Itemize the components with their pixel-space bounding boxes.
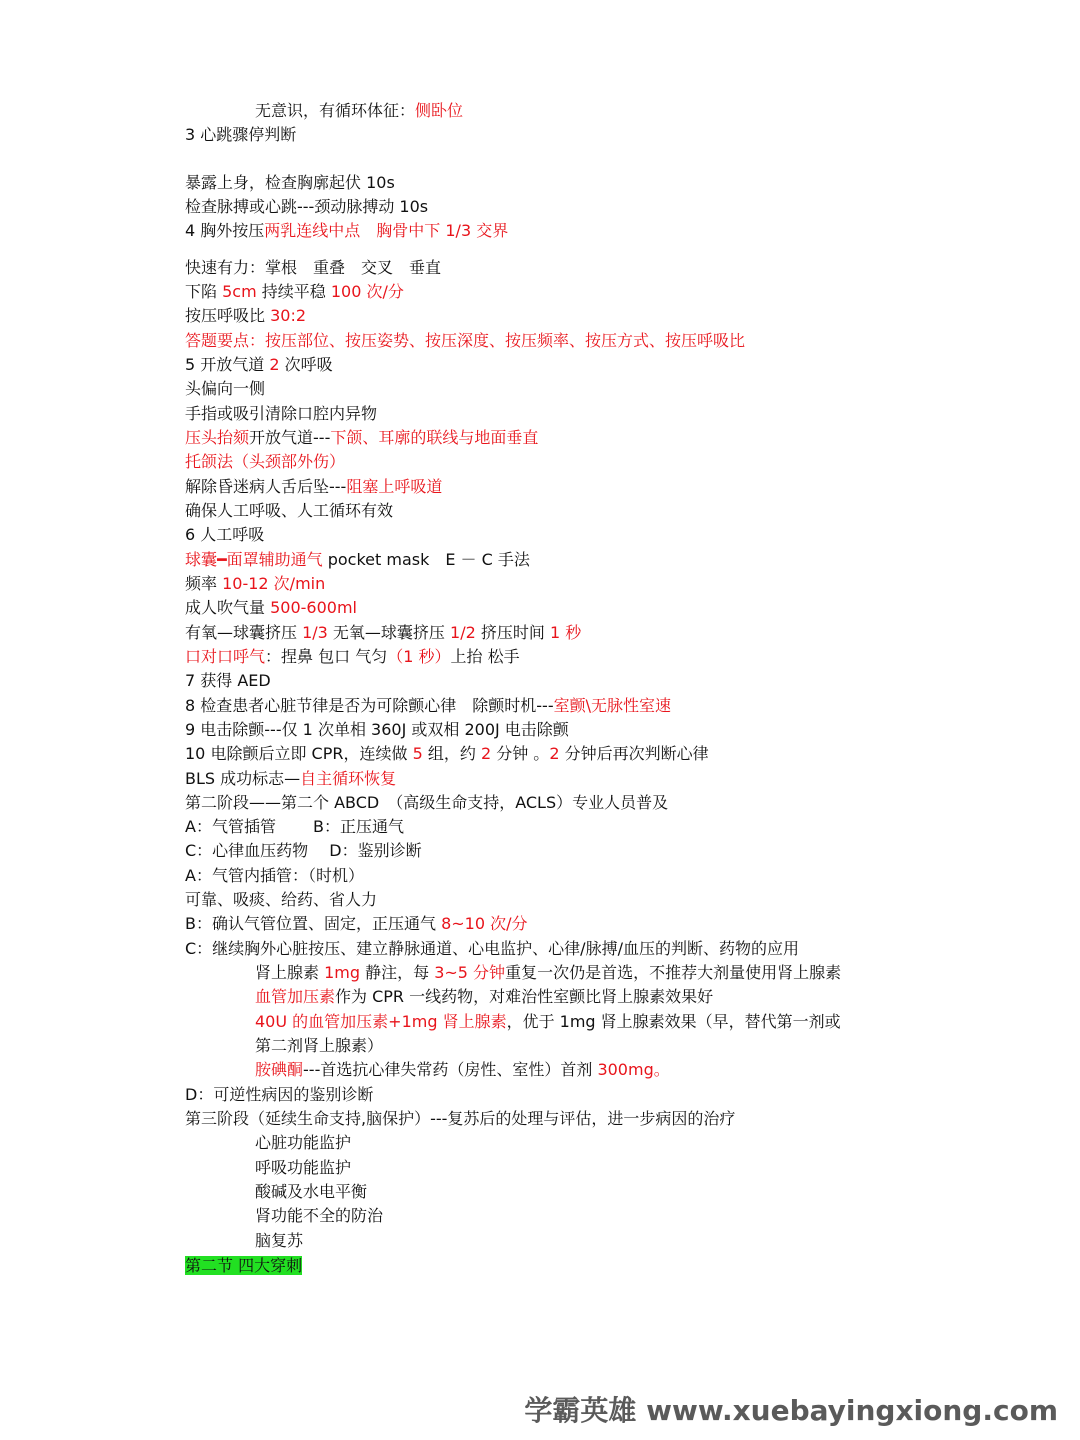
text-line [185,817,404,837]
emphasis-text: 答题要点：按压部位、按压姿势、按压深度、按压频率、按压方式、按压呼吸比 [185,331,746,350]
emphasis-text: 40U 的血管加压素+1mg 肾上腺素 [255,1012,507,1031]
body-text: 组，约 [422,744,481,763]
text-line [255,1206,383,1226]
body-text: B：确认气管位置、固定，正压通气 [185,914,442,933]
emphasis-text: 侧卧位 [415,101,464,120]
body-text: 下陷 [185,282,223,301]
text-line [185,623,581,643]
text-line [185,428,538,448]
body-text: 频率 [185,574,223,593]
text-line [185,598,357,618]
text-line [185,477,442,497]
text-line [185,306,306,326]
body-text: 持续平稳 [256,282,331,301]
emphasis-text: （1 秒） [387,647,451,666]
highlighted-heading: 第二节 四大穿刺 [185,1256,303,1275]
text-line [255,1182,367,1202]
text-line [185,331,745,351]
body-text: 确保人工呼吸、人工循环有效 [185,501,394,520]
emphasis-text: 口对口呼气 [185,647,266,666]
body-text: 脑复苏 [255,1231,304,1250]
body-text: 分钟后再次判断心律 [559,744,709,763]
body-text: ，优于 1mg 肾上腺素效果（早，替代第一剂或 [506,1012,841,1031]
text-line [185,452,345,472]
body-text: 10 电除颤后立即 CPR，连续做 [185,744,413,763]
text-line [255,1060,670,1080]
emphasis-text: 阻塞上呼吸道 [346,477,443,496]
body-text: 8 检查患者心脏节律是否为可除颤心律 除颤时机--- [185,696,554,715]
body-text: 暴露上身，检查胸廓起伏 10s [185,173,395,192]
body-text: 手指或吸引清除口腔内异物 [185,404,378,423]
text-line [185,793,668,813]
text-line [185,866,364,886]
text-line [185,574,325,594]
emphasis-text: 500-600ml [270,598,357,617]
body-text: 静注，每 [360,963,435,982]
body-text: 检查脉搏或心跳---颈动脉搏动 10s [185,197,429,216]
text-line [185,355,333,375]
emphasis-text: 10-12 次/min [222,574,326,593]
body-text: A：气管插管 B：正压通气 [185,817,405,836]
body-text: 心脏功能监护 [255,1133,352,1152]
text-line [185,379,265,399]
body-text: 3 心跳骤停判断 [185,125,297,144]
site-watermark: 学霸英雄 www.xuebayingxiong.com [524,1394,1058,1427]
body-text: 重复一次仍是首选，不推荐大剂量使用肾上腺素 [505,963,842,982]
body-text: 5 开放气道 [185,355,270,374]
body-text: D：可逆性病因的鉴别诊断 [185,1085,374,1104]
emphasis-text: 300mg。 [597,1060,670,1079]
text-line [185,550,530,570]
body-text: 7 获得 AED [185,671,271,690]
body-text: 开放气道--- [249,428,331,447]
emphasis-text: 8~10 次/分 [441,914,528,933]
body-text: A：气管内插管：（时机） [185,866,364,885]
body-text: 无意识，有循环体征： [255,101,416,120]
body-text: 酸碱及水电平衡 [255,1182,368,1201]
text-line [255,1133,351,1153]
text-line [185,890,377,910]
text-line [185,744,709,764]
emphasis-text: 5 [412,744,423,763]
text-line [185,282,404,302]
text-line [185,696,671,716]
text-line [185,125,296,145]
body-text: 按压呼吸比 [185,306,271,325]
text-line [185,221,508,241]
text-line [185,173,395,193]
body-text: 无氧—球囊挤压 [327,623,451,642]
emphasis-text: 30:2 [270,306,307,325]
body-text: 9 电击除颤---仅 1 次单相 360J 或双相 200J 电击除颤 [185,720,569,739]
emphasis-text: 下颌、耳廓的联线与地面垂直 [330,428,539,447]
text-line [255,101,463,121]
text-line [185,939,799,959]
body-text: 呼吸功能监护 [255,1158,352,1177]
text-line [255,987,713,1007]
emphasis-text: 3~5 分钟 [434,963,506,982]
text-line [185,1085,373,1105]
emphasis-text: 2 [480,744,492,763]
text-line [255,1231,303,1251]
body-text: 第三阶段（延续生命支持,脑保护）---复苏后的处理与评估，进一步病因的治疗 [185,1109,736,1128]
emphasis-text: 球囊━面罩辅助通气 [185,550,323,569]
emphasis-text: 1 秒 [549,623,582,642]
body-text: C：心律血压药物 D：鉴别诊断 [185,841,422,860]
body-text: ：捏鼻 包口 气匀 [265,647,388,666]
text-line [185,1256,302,1276]
body-text: ---首选抗心律失常药（房性、室性）首剂 [303,1060,598,1079]
body-text: 解除昏迷病人舌后坠--- [185,477,347,496]
body-text: 头偏向一侧 [185,379,266,398]
body-text: 第二阶段——第二个 ABCD （高级生命支持，ACLS）专业人员普及 [185,793,669,812]
emphasis-text: 胺碘酮 [255,1060,304,1079]
body-text: 分钟 。 [491,744,550,763]
emphasis-text: 100 次/分 [330,282,404,301]
body-text: 6 人工呼吸 [185,525,265,544]
emphasis-text: 5cm [222,282,257,301]
emphasis-text: 压头抬颏 [185,428,250,447]
text-line [255,963,841,983]
body-text: 快速有力：掌根 重叠 交叉 垂直 [185,258,442,277]
body-text: 第二剂肾上腺素） [255,1036,384,1055]
emphasis-text: 自主循环恢复 [300,769,397,788]
text-line [185,501,393,521]
text-line [185,671,271,691]
emphasis-text: 血管加压素 [255,987,336,1006]
body-text: 4 胸外按压 [185,221,265,240]
body-text: 肾功能不全的防治 [255,1206,384,1225]
body-text: 有氧—球囊挤压 [185,623,303,642]
body-text: 挤压时间 [475,623,550,642]
text-line [255,1012,841,1032]
emphasis-text: 1/3 [302,623,328,642]
emphasis-text: 1mg [324,963,361,982]
body-text: C：继续胸外心脏按压、建立静脉通道、心电监护、心律/脉搏/血压的判断、药物的应用 [185,939,799,958]
text-line [255,1158,351,1178]
text-line [185,647,520,667]
text-line [185,404,377,424]
body-text: 作为 CPR 一线药物，对难治性室颤比肾上腺素效果好 [335,987,714,1006]
emphasis-text: 室颤\无脉性室速 [553,696,671,715]
emphasis-text: 1/2 [450,623,476,642]
body-text: 成人吹气量 [185,598,271,617]
emphasis-text: 两乳连线中点 胸骨中下 1/3 交界 [264,221,509,240]
text-line [255,1036,383,1056]
text-line [185,525,264,545]
text-line [185,914,528,934]
emphasis-text: 2 [269,355,280,374]
body-text: 上抬 松手 [450,647,520,666]
body-text: 次呼吸 [279,355,333,374]
emphasis-text: 2 [549,744,560,763]
text-line [185,258,441,278]
emphasis-text: 托颌法（头颈部外伤） [185,452,346,471]
text-line [185,197,428,217]
text-line [185,1109,735,1129]
text-line [185,769,396,789]
body-text: pocket mask E － C 手法 [322,550,530,569]
body-text: 肾上腺素 [255,963,325,982]
body-text: BLS 成功标志— [185,769,301,788]
body-text: 可靠、吸痰、给药、省人力 [185,890,378,909]
text-line [185,720,569,740]
text-line [185,841,422,861]
